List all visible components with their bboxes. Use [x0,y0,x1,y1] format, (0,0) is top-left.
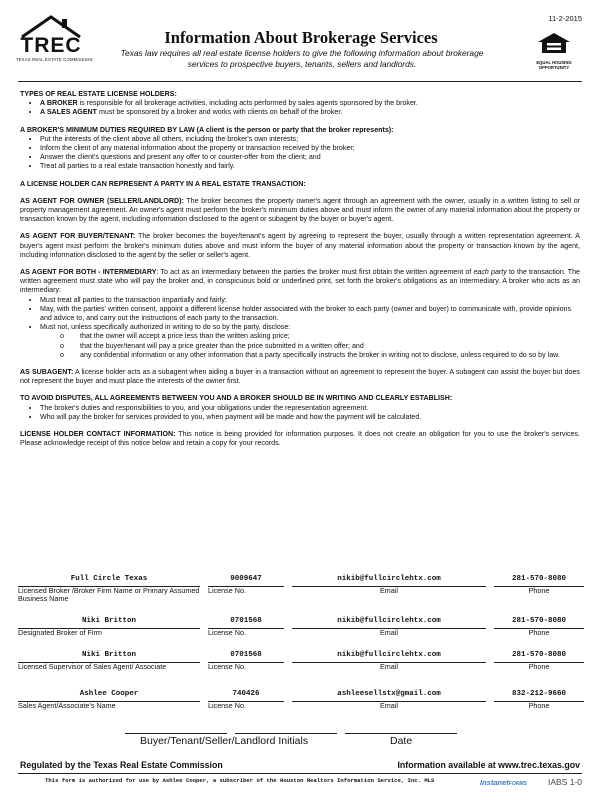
intermediary-text: : To act as an intermediary between the parties the broker must first obtain the written agreement of [156,268,474,277]
date-label: Date [390,735,413,747]
field-label: Sales Agent/Associate's Name [18,701,116,710]
trec-logo [16,14,93,62]
list-item: • Must treat all parties to the transaction impartially and fairly; [40,296,580,305]
intermediary-label: AS AGENT FOR BOTH - INTERMEDIARY [20,268,157,277]
field-label: Email [380,662,398,671]
buyer-text: The broker becomes the buyer/tenant's agent by agreeing to represent the buyer, usually through a written representation agreement. A buyer's agent must perform the broker's minimum duties above and must inform the buyer of any material information about the property or transaction known by the agent, including information disclosed to the agent by the seller or seller's agent. [20,232,580,259]
duties-list [20,135,580,172]
phone-value[interactable]: 832-212-9660 [511,690,566,698]
field-label: Designated Broker of Firm [18,628,102,637]
page-subtitle: Texas law requires all real estate license holders to give the following information about brokerage services to prospective buyers, tenants, sellers and landlords. [120,48,484,69]
buyer-paragraph [20,232,580,260]
logo-text: TREC [20,34,82,57]
contact-info-paragraph [20,430,580,448]
sub-list-item: o that the buyer/tenant will pay a price greater than the price submitted in a written offer; and [60,342,580,351]
definition: is responsible for all brokerage activities, including acts performed by sales agents sponsored by the broker. [77,99,418,108]
definition: must be sponsored by a broker and works with clients on behalf of the broker. [97,108,343,117]
owner-label: AS AGENT FOR OWNER (SELLER/LANDLORD): [20,196,184,205]
represent-heading: A LICENSE HOLDER CAN REPRESENT A PARTY IN A REAL ESTATE TRANSACTION: [20,179,306,188]
field-label: Email [380,628,398,637]
email-value[interactable]: nikib@fullcirclehtx.com [337,575,441,583]
logo-subtext: TEXAS REAL ESTATE COMMISSION [16,57,93,62]
page-title: Information About Brokerage Services [164,28,438,47]
form-date: 11-2-2015 [548,14,582,23]
eho-text: EQUAL HOUSING OPPORTUNITY [536,60,572,70]
authorization-note: This form is authorized for use by Ashlee Cooper, a subscriber of the Houston Realtors Information Service, Inc. MLS [45,777,435,784]
field-label: License No. [208,701,246,710]
subagent-paragraph [20,368,580,386]
intermediary-list [20,296,580,360]
buyer-label: AS AGENT FOR BUYER/TENANT: [20,232,136,241]
field-label: Email [380,586,398,595]
field-label: Phone [528,662,550,671]
license-value[interactable]: 740426 [232,690,260,698]
field-label: License No. [208,662,246,671]
phone-value[interactable]: 281-570-8080 [511,651,566,659]
equal-housing-logo [534,32,574,70]
intermediary-paragraph [20,268,580,296]
sales-agent-name-value[interactable]: Ashlee Cooper [79,690,139,698]
duties-heading: A BROKER'S MINIMUM DUTIES REQUIRED BY LAW (A client is the person or party that the broker represents): [20,125,394,134]
disputes-heading: TO AVOID DISPUTES, ALL AGREEMENTS BETWEEN YOU AND A BROKER SHOULD BE IN WRITING AND CLEARLY ESTABLISH: [20,394,453,403]
contact-row-sales-agent [18,690,584,730]
field-label: License No. [208,628,246,637]
term: A BROKER [40,99,78,108]
license-value[interactable]: 9009647 [230,575,262,583]
disputes-list [20,404,580,422]
owner-text: The broker becomes the property owner's agent through an agreement with the owner, usually in a written listing to sell or property management agreement. An owner's agent must perform the broker's minimum duties above and must inform the owner of any material information about the property or transaction known by the agent, including information disclosed to the agent or subagent by the buyer or buyer's agent. [20,196,581,224]
disclosure-sublist [40,332,580,360]
header-divider [18,81,582,82]
owner-paragraph [20,197,580,225]
footer-info-link[interactable]: Information available at www.trec.texas.gov [397,760,580,770]
contact-info-label: LICENSE HOLDER CONTACT INFORMATION: [20,430,176,439]
instanet-suffix: FORMS [508,781,527,787]
intermediary-text: to the transaction. The written agreement must state who will pay the broker and, in conspicuous bold or underlined print, set forth the broker's obligations as an intermediary. A broker who acts as an intermediary: [20,268,581,295]
form-code: IABS 1-0 [547,777,582,787]
list-item [40,108,580,117]
list-item [40,99,580,108]
sub-list-item: o any confidential information or any other information that a party specifically instructs the broker in writing not to disclose, unless required to do so by law. [60,351,580,360]
field-label: Licensed Broker /Broker Firm Name or Primary Assumed Business Name [18,586,200,603]
sub-list-item: o that the owner will accept a price less than the written asking price; [60,332,580,341]
contact-info-text: This notice is being provided for information purposes. It does not create an obligation for you to use the broker's services. Please acknowledge receipt of this notice below and retain a copy for your records. [20,430,580,448]
email-value[interactable]: ashleesellstx@gmail.com [337,690,441,698]
list-item: • Put the interests of the client above all others, including the broker's own interests; [40,135,580,144]
phone-value[interactable]: 281-570-8080 [511,575,566,583]
license-value[interactable]: 0701568 [230,617,262,625]
list-item: • Answer the client's questions and present any offer to or counter-offer from the client; and [40,153,580,162]
document-body [20,90,580,449]
phone-value[interactable]: 281-570-8080 [511,617,566,625]
supervisor-name-value[interactable]: Niki Britton [81,651,136,659]
broker-name-value[interactable]: Full Circle Texas [70,575,148,583]
instanet-logo [480,778,527,787]
license-value[interactable]: 0701568 [230,651,262,659]
designated-broker-value[interactable]: Niki Britton [81,617,136,625]
subagent-label: AS SUBAGENT: [20,368,74,377]
list-item-text: Must not, unless specifically authorized in writing to do so by the party, disclose: [40,323,291,332]
equal-housing-icon [534,32,574,54]
intermediary-emphasis: each party [473,268,507,277]
date-field[interactable] [345,733,457,734]
field-label: Phone [528,586,550,595]
email-value[interactable]: nikib@fullcirclehtx.com [337,617,441,625]
types-heading: TYPES OF REAL ESTATE LICENSE HOLDERS: [20,90,177,98]
email-value[interactable]: nikib@fullcirclehtx.com [337,651,441,659]
initials-label: Buyer/Tenant/Seller/Landlord Initials [140,735,309,747]
term: A SALES AGENT [40,108,98,117]
list-item: • Treat all parties to a real estate transaction honestly and fairly. [40,162,580,171]
footer-divider [18,773,582,774]
contact-row-broker [18,575,584,615]
list-item: • Who will pay the broker for services provided to you, when payment will be made and how the payment will be calculated. [40,413,580,422]
field-label: Email [380,701,398,710]
list-item [40,323,580,360]
list-item: • Inform the client of any material information about the property or transaction received by the broker; [40,144,580,153]
initials-field-1[interactable] [125,733,227,734]
instanet-text: Instanet [480,778,509,787]
field-label: Phone [528,701,550,710]
subagent-text: A license holder acts as a subagent when aiding a buyer in a transaction without an agreement to represent the buyer. A subagent can assist the buyer but does not represent the buyer and must place the interests of the owner first. [20,368,580,386]
field-label: License No. [208,586,246,595]
list-item: • May, with the parties' written consent, appoint a different license holder associated with the broker to each party (owner and buyer) to communicate with, provide opinions and advice to, and carry out the instructions of each party to the transaction. [40,305,580,323]
contact-row-supervisor [18,651,584,691]
types-list [20,99,580,117]
list-item: • The broker's duties and responsibilities to you, and your obligations under the representation agreement. [40,404,580,413]
field-label: Phone [528,628,550,637]
footer-regulated: Regulated by the Texas Real Estate Commission [20,760,223,770]
initials-field-2[interactable] [235,733,337,734]
field-label: Licensed Supervisor of Sales Agent/ Associate [18,662,167,671]
